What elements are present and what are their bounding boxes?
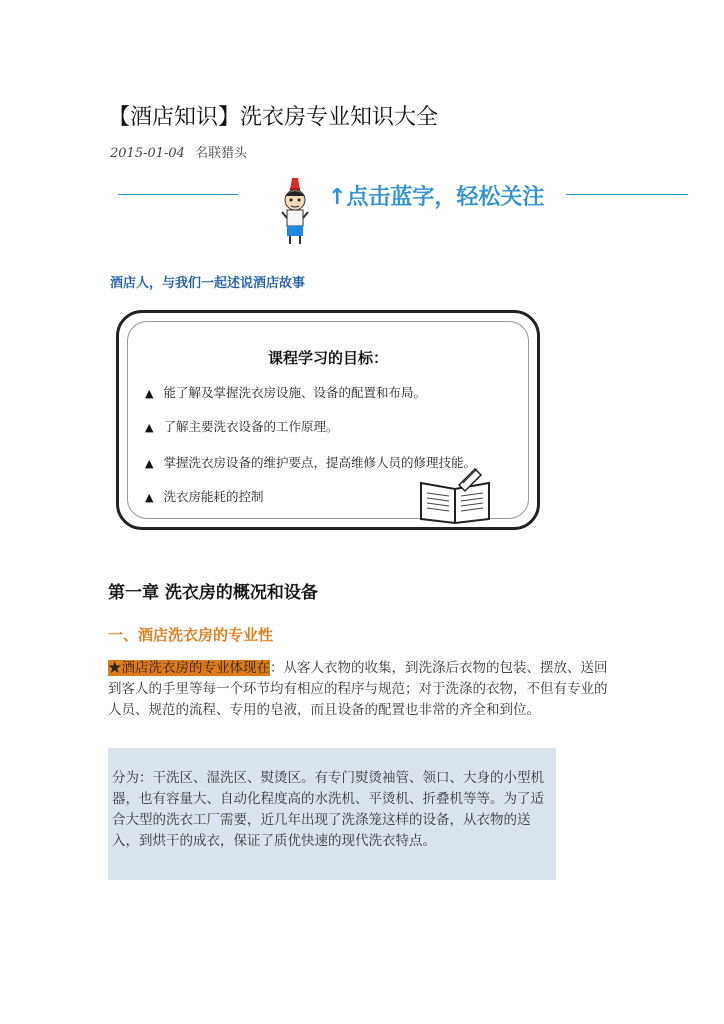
paragraph-body: ：从客人衣物的收集，到洗涤后衣物的包装、摆放、送回到客人的手里等每一个环节均有相应的程序与规范；对于洗涤的衣物，不但有专业的人员、规范的流程、专用的皂液，而且设备的配置也非常的齐全和到位。	[108, 660, 608, 718]
triangle-bullet-icon: ▲	[145, 387, 154, 400]
triangle-bullet-icon: ▲	[145, 421, 154, 434]
objective-item: ▲ 洗衣房能耗的控制	[145, 489, 264, 504]
triangle-bullet-icon: ▲	[145, 457, 154, 470]
mascot-icon	[270, 176, 320, 246]
follow-banner[interactable]	[118, 170, 688, 250]
objective-item: ▲ 掌握洗衣房设备的维护要点，提高维修人员的修理技能。	[145, 455, 476, 470]
objectives-heading: 课程学习的目标：	[267, 349, 388, 367]
section-title: 一、酒店洗衣房的专业性	[108, 626, 274, 644]
highlight-label: ★酒店洗衣房的专业体现在	[108, 660, 270, 676]
note-box: 分为：干洗区、湿洗区、熨烫区。有专门熨烫袖管、领口、大身的小型机器，也有容量大、自动化程度高的水洗机、平烫机、折叠机等等。为了适合大型的洗衣工厂需要，近几年出现了洗涤笼这样的设备，从衣物的送入，到烘干的成衣，保证了质优快速的现代洗衣特点。	[108, 748, 556, 880]
banner-divider-right	[566, 194, 688, 195]
objective-item: ▲ 能了解及掌握洗衣房设施、设备的配置和布局。	[145, 385, 426, 400]
intro-paragraph	[108, 658, 618, 721]
objective-item: ▲ 了解主要洗衣设备的工作原理。	[145, 419, 339, 434]
author-link[interactable]: 名联猎头	[195, 146, 248, 161]
publish-date: 2015-01-04	[110, 146, 185, 161]
article-title: 【酒店知识】洗衣房专业知识大全	[108, 105, 439, 130]
chapter-title: 第一章 洗衣房的概况和设备	[108, 583, 318, 603]
open-book-icon	[415, 465, 495, 525]
triangle-bullet-icon: ▲	[145, 491, 154, 504]
tagline: 酒店人，与我们一起述说酒店故事	[110, 276, 306, 291]
follow-cta[interactable]: ↑点击蓝字，轻松关注	[328, 185, 545, 210]
article-meta	[110, 142, 247, 161]
objectives-card	[116, 310, 540, 530]
banner-divider-left	[118, 194, 238, 195]
